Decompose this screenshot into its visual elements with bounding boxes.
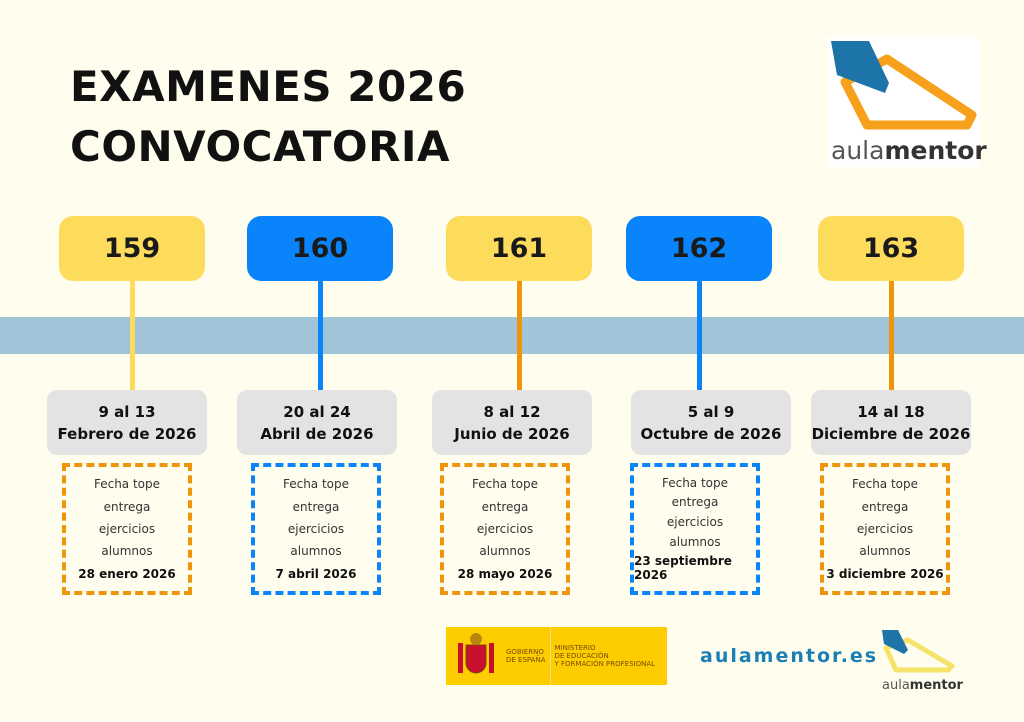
exam-date-month: Octubre de 2026 — [640, 424, 782, 443]
timeline-connector — [517, 281, 522, 390]
deadline-date: 7 abril 2026 — [275, 566, 357, 581]
logo-text-bold: mentor — [884, 136, 987, 165]
aulamentor-logo — [827, 37, 987, 167]
deadline-note-line: ejercicios — [856, 521, 914, 536]
deadline-box — [820, 463, 950, 595]
deadline-date: 28 mayo 2026 — [457, 566, 553, 581]
deadline-note-line: ejercicios — [476, 521, 534, 536]
timeline-connector — [130, 281, 135, 390]
session-number-badge: 160 — [247, 216, 393, 281]
ministry-line1: MINISTERIO — [554, 644, 596, 652]
session-number-badge: 161 — [446, 216, 592, 281]
exam-date-box — [432, 390, 592, 455]
session-number-badge: 163 — [818, 216, 964, 281]
exam-date-range: 14 al 18 — [857, 402, 925, 421]
ministry-line3: Y FORMACIÓN PROFESIONAL — [554, 660, 656, 668]
exam-date-month: Febrero de 2026 — [57, 424, 197, 443]
deadline-date: 28 enero 2026 — [78, 566, 176, 581]
deadline-note-line: entrega — [671, 495, 719, 510]
session-number-badge: 159 — [59, 216, 205, 281]
deadline-box — [630, 463, 760, 595]
exam-date-month: Abril de 2026 — [260, 424, 374, 443]
exam-date-range: 9 al 13 — [98, 402, 156, 421]
government-logo — [446, 627, 667, 685]
exam-date-box — [47, 390, 207, 455]
deadline-note-line: alumnos — [290, 544, 342, 559]
deadline-note-line: Fecha tope — [282, 477, 350, 492]
exam-date-range: 8 al 12 — [483, 402, 541, 421]
exam-date-range: 5 al 9 — [687, 402, 735, 421]
timeline-connector — [889, 281, 894, 390]
deadline-note-line: ejercicios — [98, 521, 156, 536]
page-title-line2: CONVOCATORIA — [70, 122, 451, 171]
exam-date-month: Junio de 2026 — [454, 424, 570, 443]
deadline-note-line: alumnos — [859, 544, 911, 559]
small-logo-bold: mentor — [909, 678, 963, 693]
timeline-band — [0, 317, 1024, 354]
exam-date-range: 20 al 24 — [283, 402, 351, 421]
small-aulamentor-logo — [878, 628, 963, 693]
deadline-note-line: alumnos — [479, 544, 531, 559]
ministry-line2: DE EDUCACIÓN — [554, 652, 609, 660]
deadline-note-line: entrega — [103, 499, 151, 514]
deadline-box — [440, 463, 570, 595]
deadline-note-line: ejercicios — [287, 521, 345, 536]
deadline-note-line: entrega — [861, 499, 909, 514]
gov-line2: DE ESPAÑA — [506, 656, 546, 664]
exam-date-box — [237, 390, 397, 455]
exam-date-box — [811, 390, 971, 455]
deadline-box — [62, 463, 192, 595]
session-number-badge: 162 — [626, 216, 772, 281]
deadline-note-line: Fecha tope — [661, 475, 729, 490]
coat-of-arms-icon — [452, 631, 500, 681]
exam-date-box — [631, 390, 791, 455]
logo-text-light: aula — [831, 136, 885, 165]
timeline-connector — [697, 281, 702, 390]
timeline-connector — [318, 281, 323, 390]
deadline-note-line: alumnos — [101, 544, 153, 559]
deadline-note-line: Fecha tope — [851, 477, 919, 492]
deadline-note-line: alumnos — [669, 534, 721, 549]
exam-date-month: Diciembre de 2026 — [811, 424, 971, 443]
deadline-note-line: Fecha tope — [471, 477, 539, 492]
deadline-note-line: entrega — [292, 499, 340, 514]
deadline-box — [251, 463, 381, 595]
small-logo-light: aula — [882, 678, 910, 693]
deadline-date: 23 septiembre 2026 — [634, 554, 732, 583]
small-logo-icon — [878, 628, 958, 674]
gov-line1: GOBIERNO — [506, 648, 544, 656]
deadline-note-line: entrega — [481, 499, 529, 514]
deadline-date: 3 diciembre 2026 — [826, 566, 944, 581]
deadline-note-line: ejercicios — [666, 514, 724, 529]
website-link[interactable]: aulamentor.es — [700, 645, 879, 667]
deadline-note-line: Fecha tope — [93, 477, 161, 492]
page-title-line1: EXAMENES 2026 — [70, 62, 467, 111]
aulamentor-logo-icon — [827, 37, 979, 137]
